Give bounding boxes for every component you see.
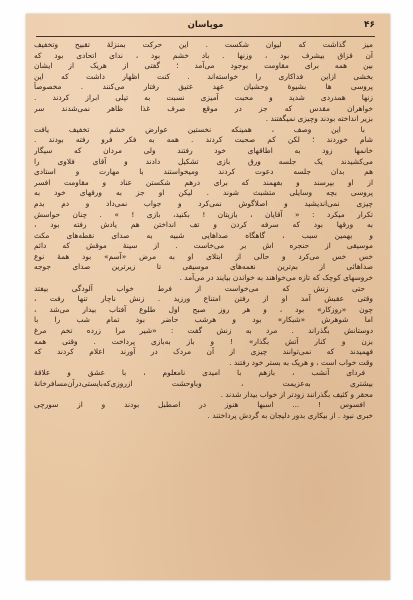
text-line: پروسی بچه وسایلی متشبث شوند . لیکن او جز به ورقهای خود به xyxy=(34,188,373,198)
running-title: موپاسان xyxy=(187,20,224,30)
text-line: خبری نبود . از بیکاری بدور دلیجان به گردش پرداختند . xyxy=(207,410,373,420)
text-line: آن قزاق بیشرف بود ، وزنها . باد خشم بود ، ندای اتحادی بود که xyxy=(34,50,373,60)
text-line: خروسهای کوچک که تازه می‌خواهند به خواندن بیایند در می‌آمد . xyxy=(179,273,373,283)
body-text xyxy=(34,40,373,580)
text-line: محقر و کثیف بگذرانند زودتر از خواب بیدار شدند . xyxy=(220,389,373,399)
text-line: می‌کشیدند یک جلسه ورق بازی تشکیل دادند و آقای فلاوی را xyxy=(34,156,373,166)
text-line: هم بدان جلسه دعوت کردند ومیخواستند با مهارت و استادی xyxy=(34,167,373,177)
text-line: بیشتری به‌عزیمت ، وباوحشت ازروزی‌که‌بایستی‌درآن‌مسافرخانهٔ xyxy=(34,379,373,388)
text-line: و بهمین سبب ، گاهگاه صداهایی شبیه به صدای نقطه‌های مکث xyxy=(34,230,373,240)
text-line: از او بپرسند و بفهمند که برای درهم شکستن عناد و مقاومت افسر xyxy=(34,177,373,187)
text-line: صداهائی از بم‌ترین نغمه‌های موسیقی تا زیرترین صدای جوجه xyxy=(34,262,373,272)
text-line: خس خس می‌کرد و حالی از ابتلای او به مرض «آسم» بود همهٔ نوع xyxy=(34,251,373,261)
text-line: حتی زنش که می‌خواست از فرط خواب آلودگی بیفتد xyxy=(34,283,365,293)
text-line: خواهران مقدس که جز در موقع صرف غذا ظاهر نمی‌شدند سر xyxy=(34,103,373,113)
text-line: اما شوهرش «شبکار» بود و هرشب حاضر بود تمام شب را با xyxy=(34,315,373,325)
text-line: به ورقها بود که سرفه کردن و تف انداختن هم یادش رفته بود ، xyxy=(34,220,373,230)
text-line: پروسی ها بشیوهٔ وحشیان عهد عتیق رفتار می‌کنند . مخصوصاً xyxy=(34,82,373,92)
text-line: فردای آنشب ، بازهم با امیدی نامعلوم ، با عشق و علاقهٔ xyxy=(34,368,365,378)
text-line: بزیر انداخته بودند وچیزی نمیگفتند . xyxy=(265,114,373,124)
page-number: ۴۶ xyxy=(364,20,375,30)
text-line: وقتی عقبش آمد او از رفتن امتناع ورزید . زنش ناچار تنها رفت ، xyxy=(34,294,373,304)
page-header xyxy=(36,20,375,37)
text-line: شام خوردند ؛ لکن کم صحبت کردند . همه به فکر فرو رفته بودند . xyxy=(34,135,373,145)
text-line: دوستانش بگذراند . مرد به زنش گفت : «شیر مرا زرده تخم مرغ xyxy=(34,326,373,336)
text-line: افسوس ! ... اسبها هنوز در اصطبل بودند و از سورچی xyxy=(34,400,365,410)
text-line: تکرار میکرد : « آقایان ، بازیتان ! بکنید، بازی ! » . چنان حواسش xyxy=(34,209,373,219)
text-line: چون «روزکار» بود ، و هر روز صبح اول طلوع آفتاب بیدار می‌شد ، xyxy=(34,304,373,314)
text-line: زنها همدردی شدید و محبت آمیزی نسبت به تپلی ابراز کردند . xyxy=(34,92,373,102)
text-line: وقت خواب است ، و هریک به بستر خود رفتند . xyxy=(229,357,373,367)
text-line: موسیقی از حنجره اش بر می‌خاست . از سینهٔ موقش که دائم xyxy=(34,241,373,251)
text-line: بزن و کنار آتش بگذار» ! و باز به‌بازی پرداخت . وقتی همه xyxy=(34,336,373,346)
text-line: فهمیدند که نمی‌توانند چیزی از آن مردک در آورند اعلام کردند که xyxy=(34,347,373,357)
text-line: با این وصف ، همینکه نخستین عوارض خشم تخفیف یافت xyxy=(34,124,365,134)
text-line: خانمها زود به اطاقهای خود رفتند ولی مردان که سیگار xyxy=(34,145,373,155)
text-line: بخشی ازاین فداکاری را خواسته‌اند . کنت اظهار داشت که این xyxy=(34,71,373,81)
text-line: میز گذاشت که لیوان شکست . این حرکت بمنزلهٔ تقبیح وتخفیف xyxy=(34,40,373,49)
text-line: چیزی نمی‌اندیشید و اصلاگوش نمی‌کرد و جواب نمی‌داد و دم بدم xyxy=(34,198,373,208)
text-line: بین همه برای مقاومت بوجود می‌آمد ؛ گفتی از هریک از ایشان xyxy=(34,61,373,71)
